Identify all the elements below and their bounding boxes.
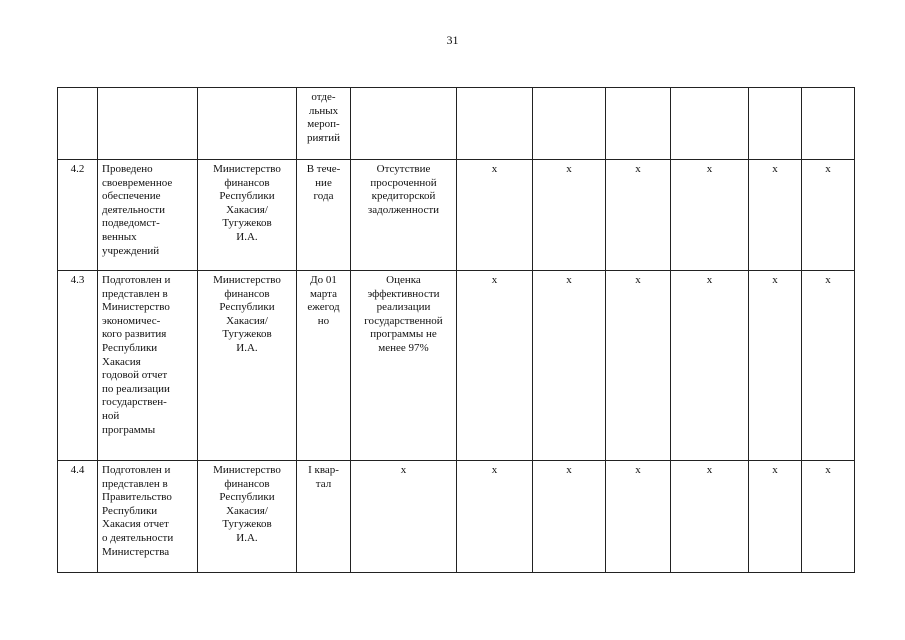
expected-result: x [351,461,457,573]
executor: Министерство финансов Республики Хакасия/ Тугужеков И.А. [198,271,297,461]
value-cell: x [606,271,671,461]
activity-name: Подготовлен и представлен в Министерство экономичес- кого развития Республики Хакасия годовой отчет по реализации государствен- ной программы [98,271,198,461]
row-number [58,88,98,160]
value-cell [606,88,671,160]
term: В тече- ние года [297,160,351,271]
table-row [58,271,855,461]
row-number: 4.4 [58,461,98,573]
value-cell: x [749,461,802,573]
value-cell: x [606,461,671,573]
row-number: 4.2 [58,160,98,271]
executor: Министерство финансов Республики Хакасия/ Тугужеков И.А. [198,461,297,573]
value-cell: x [606,160,671,271]
activity-name [98,88,198,160]
value-cell [457,88,533,160]
expected-result [351,88,457,160]
value-cell [749,88,802,160]
value-cell: x [749,160,802,271]
term: I квар- тал [297,461,351,573]
value-cell: x [533,160,606,271]
expected-result: Оценка эффективности реализации государственной программы не менее 97% [351,271,457,461]
value-cell: x [671,160,749,271]
value-cell: x [802,160,855,271]
value-cell: x [533,271,606,461]
value-cell [533,88,606,160]
value-cell: x [749,271,802,461]
executor [198,88,297,160]
value-cell: x [802,461,855,573]
value-cell [802,88,855,160]
value-cell: x [457,160,533,271]
value-cell [671,88,749,160]
table-row [58,461,855,573]
value-cell: x [457,271,533,461]
value-cell: x [671,461,749,573]
activity-name: Подготовлен и представлен в Правительство Республики Хакасия отчет о деятельности Министерства [98,461,198,573]
term: До 01 марта ежегод но [297,271,351,461]
value-cell: x [671,271,749,461]
value-cell: x [457,461,533,573]
row-number: 4.3 [58,271,98,461]
activity-name: Проведено своевременное обеспечение деятельности подведомст- венных учреждений [98,160,198,271]
plan-table [57,87,855,573]
table-row [58,160,855,271]
term: отде- льных мероп- риятий [297,88,351,160]
value-cell: x [533,461,606,573]
table-row [58,88,855,160]
executor: Министерство финансов Республики Хакасия/ Тугужеков И.А. [198,160,297,271]
expected-result: Отсутствие просроченной кредиторской задолженности [351,160,457,271]
value-cell: x [802,271,855,461]
page-number: 31 [446,33,459,47]
